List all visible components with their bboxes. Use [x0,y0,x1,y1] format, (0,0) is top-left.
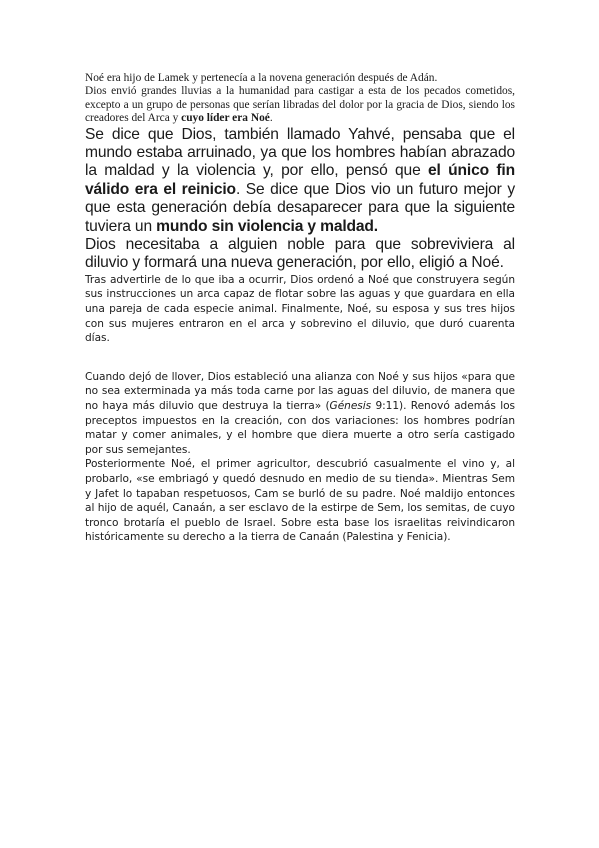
document-page [85,72,515,545]
alliance-italic: Génesis [329,400,372,413]
paragraph-alliance [85,370,515,458]
paragraph-god-plan [85,126,515,236]
god-plan-bold-1: el único fin válido era el reinicio [85,162,515,198]
paragraph-flood-end: . [269,112,273,125]
paragraph-ark: Tras advertirle de lo que iba a ocurrir, Dios ordenó a Noé que construyera según sus instrucciones un arca capaz de flotar sobre las aguas y que guardara en ella una pareja de cada especie animal. Finalmente, Noé, su esposa y sus tres hijos con sus mujeres entraron en el arca y sobrevino el diluvio, que duró cuarenta días. [85,273,515,345]
paragraph-gap [85,346,515,370]
alliance-text-1: Cuando dejó de llover, Dios estableció una alianza con Noé y sus hijos «para que no sea exterminada ya más toda carne por las aguas del diluvio, de manera que no haya más diluvio que destruya la tierra» ( [85,370,515,413]
paragraph-flood-text: Dios envió grandes lluvias a la humanidad para castigar a esta de los pecados cometidos, excepto a un grupo de personas que serían libradas del dolor por la gracia de Dios, siendo los creadores del Arca y [85,85,515,125]
paragraph-lineage: Noé era hijo de Lamek y pertenecía a la novena generación después de Adán. [85,72,438,84]
paragraph-wine: Posteriormente Noé, el primer agricultor, descubrió casualmente el vino y, al probarlo, «se embriagó y quedó desnudo en medio de su tienda». Mientras Sem y Jafet lo tapaban respetuosos, Cam se burló de su padre. Noé maldijo entonces al hijo de aquél, Canaán, a ser esclavo de la estirpe de Sem, los semitas, de cuyo tronco brotaría el pueblo de Israel. Sobre esta base los israelitas reivindicaron históricamente su derecho a la tierra de Canaán (Palestina y Fenicia). [85,458,515,544]
paragraph-flood [85,85,515,125]
alliance-text-2: 9:11). Renovó además los preceptos impuestos en la creación, con dos variaciones: los hombres podrían matar y comer animales, y el hombre que diera muerte a otro sería castigado por sus semejantes. [85,400,515,456]
god-plan-text-1: Se dice que Dios, también llamado Yahvé, pensaba que el mundo estaba arruinado, ya que los hombres habían abrazado la maldad y la violencia y, por ello, pensó que [85,125,515,180]
paragraph-chosen: Dios necesitaba a alguien noble para que sobreviviera al diluvio y formará una nueva generación, por ello, eligió a Noé. [85,236,515,272]
paragraph-flood-bold: cuyo líder era Noé [181,112,270,125]
god-plan-bold-2: mundo sin violencia y maldad. [156,217,378,235]
god-plan-text-2: . Se dice que Dios vio un futuro mejor y que esta generación debía desaparecer para que la siguiente tuviera un [85,180,515,235]
